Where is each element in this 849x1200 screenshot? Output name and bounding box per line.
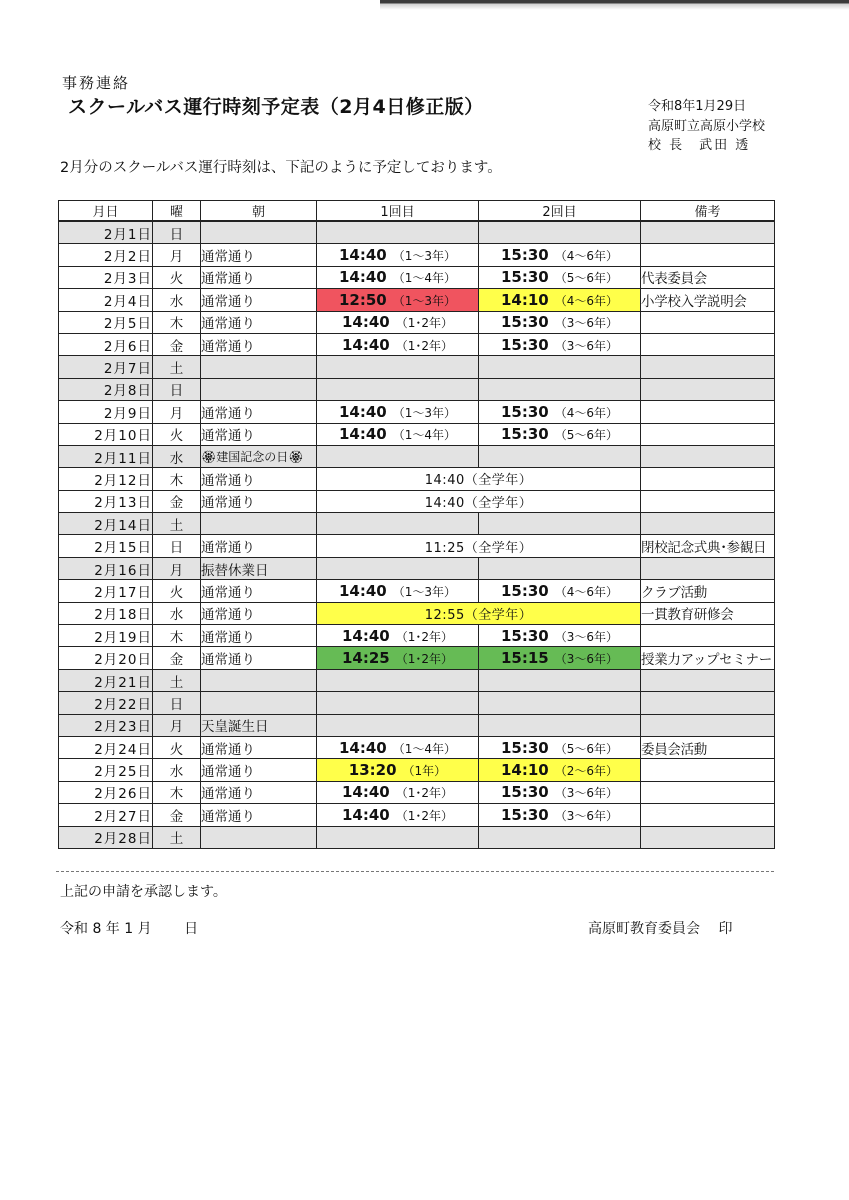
date-cell: 2月24日 [59, 736, 153, 758]
separator-line [56, 871, 774, 872]
round1-cell [317, 736, 479, 758]
morning-cell [201, 692, 317, 714]
round2-time: 14:10 [500, 761, 549, 780]
round1-grades: （1～3年） [392, 405, 457, 420]
table-header-row [59, 201, 775, 222]
principal-name: 校 長 武田 透 [648, 138, 751, 153]
round1-cell [317, 401, 479, 423]
weekday-cell: 木 [153, 625, 201, 647]
morning-cell [201, 513, 317, 535]
morning-cell [201, 221, 317, 244]
weekday-cell: 木 [153, 468, 201, 490]
round2-grades: （2～6年） [554, 764, 619, 779]
issue-date: 令和8年1月29日 [648, 99, 747, 114]
table-row [59, 535, 775, 557]
round2-cell [479, 244, 641, 266]
round2-cell [479, 759, 641, 781]
date-cell: 2月2日 [59, 244, 153, 266]
note-cell [641, 221, 775, 244]
round2-grades: （3～6年） [554, 338, 619, 353]
table-row [59, 781, 775, 803]
table-row [59, 221, 775, 244]
round2-grades: （3～6年） [554, 786, 619, 801]
scan-edge [380, 0, 849, 10]
round2-cell [479, 445, 641, 467]
round2-grades: （4～6年） [554, 584, 619, 599]
table-row [59, 602, 775, 624]
weekday-cell: 日 [153, 692, 201, 714]
round2-cell [479, 736, 641, 758]
all-grades-cell [317, 468, 641, 490]
approval-date: 令和 8 年 1 月 日 [60, 921, 199, 937]
round1-grades: （1～4年） [392, 741, 457, 756]
weekday-cell: 木 [153, 781, 201, 803]
morning-cell [201, 356, 317, 378]
morning-cell: 振替休業日 [201, 557, 317, 579]
round1-grades: （1～3年） [392, 249, 457, 264]
round2-cell [479, 266, 641, 288]
table-row [59, 289, 775, 311]
round1-cell [317, 378, 479, 400]
table-row [59, 580, 775, 602]
morning-cell: 通常通り [201, 647, 317, 669]
weekday-cell: 水 [153, 759, 201, 781]
weekday-cell: 月 [153, 401, 201, 423]
round2-time: 15:30 [500, 268, 549, 287]
date-cell: 2月9日 [59, 401, 153, 423]
note-cell [641, 625, 775, 647]
table-row [59, 490, 775, 512]
table-row [59, 423, 775, 445]
table-row [59, 669, 775, 691]
weekday-cell: 金 [153, 333, 201, 355]
date-cell: 2月25日 [59, 759, 153, 781]
all-grades-time: 11:25（全学年） [424, 540, 533, 556]
round2-cell [479, 804, 641, 826]
header-morning: 朝 [201, 201, 317, 222]
round2-cell [479, 333, 641, 355]
weekday-cell: 日 [153, 378, 201, 400]
round1-grades: （1･2年） [395, 808, 454, 823]
note-cell [641, 333, 775, 355]
round2-grades: （4～6年） [554, 249, 619, 264]
date-cell: 2月23日 [59, 714, 153, 736]
document-subject: 事務連絡 [62, 74, 131, 92]
round1-cell [317, 580, 479, 602]
note-cell [641, 513, 775, 535]
note-cell: 小学校入学説明会 [641, 289, 775, 311]
table-row [59, 311, 775, 333]
round2-cell [479, 692, 641, 714]
round2-grades: （4～6年） [554, 293, 619, 308]
morning-cell: 通常通り [201, 625, 317, 647]
round1-time: 14:40 [341, 313, 390, 332]
date-cell: 2月22日 [59, 692, 153, 714]
round2-cell [479, 311, 641, 333]
date-cell: 2月11日 [59, 445, 153, 467]
round1-time: 14:40 [338, 402, 387, 421]
all-grades-cell [317, 535, 641, 557]
date-cell: 2月7日 [59, 356, 153, 378]
approval-text: 上記の申請を承認します。 [60, 884, 227, 900]
morning-cell: 通常通り [201, 333, 317, 355]
morning-cell: 🏵建国記念の日🏵 [201, 445, 317, 467]
round1-time: 14:40 [338, 425, 387, 444]
weekday-cell: 月 [153, 557, 201, 579]
date-cell: 2月10日 [59, 423, 153, 445]
round1-time: 14:25 [341, 649, 390, 668]
weekday-cell: 火 [153, 423, 201, 445]
weekday-cell: 水 [153, 602, 201, 624]
note-cell [641, 826, 775, 848]
round1-time: 14:40 [341, 335, 390, 354]
note-cell [641, 781, 775, 803]
weekday-cell: 水 [153, 445, 201, 467]
weekday-cell: 木 [153, 311, 201, 333]
table-row [59, 445, 775, 467]
table-row [59, 401, 775, 423]
table-row [59, 692, 775, 714]
round1-time: 12:50 [338, 290, 387, 309]
morning-cell: 通常通り [201, 736, 317, 758]
round1-time: 14:40 [338, 268, 387, 287]
date-cell: 2月4日 [59, 289, 153, 311]
round1-cell [317, 356, 479, 378]
date-cell: 2月26日 [59, 781, 153, 803]
round1-grades: （1･2年） [395, 316, 454, 331]
all-grades-time: 12:55（全学年） [424, 607, 533, 623]
date-cell: 2月27日 [59, 804, 153, 826]
morning-cell: 通常通り [201, 759, 317, 781]
date-cell: 2月3日 [59, 266, 153, 288]
round2-grades: （4～6年） [554, 405, 619, 420]
round1-grades: （1･2年） [395, 652, 454, 667]
weekday-cell: 土 [153, 669, 201, 691]
round1-cell [317, 781, 479, 803]
note-cell [641, 557, 775, 579]
round1-cell [317, 625, 479, 647]
round2-cell [479, 647, 641, 669]
note-cell [641, 804, 775, 826]
weekday-cell: 金 [153, 804, 201, 826]
all-grades-time: 14:40（全学年） [424, 473, 533, 489]
note-cell: クラブ活動 [641, 580, 775, 602]
morning-cell: 通常通り [201, 804, 317, 826]
morning-cell: 通常通り [201, 781, 317, 803]
round1-time: 14:40 [338, 246, 387, 265]
round1-grades: （1～3年） [392, 584, 457, 599]
round2-cell [479, 378, 641, 400]
school-name: 高原町立高原小学校 [648, 119, 766, 134]
weekday-cell: 火 [153, 580, 201, 602]
table-row [59, 513, 775, 535]
round1-time: 14:40 [338, 738, 387, 757]
round2-cell [479, 669, 641, 691]
round1-cell [317, 266, 479, 288]
all-grades-cell [317, 602, 641, 624]
round1-cell [317, 244, 479, 266]
date-cell: 2月17日 [59, 580, 153, 602]
table-row [59, 826, 775, 848]
header-notes: 備考 [641, 201, 775, 222]
morning-cell: 通常通り [201, 401, 317, 423]
round2-cell [479, 423, 641, 445]
note-cell: 一貫教育研修会 [641, 602, 775, 624]
morning-cell: 通常通り [201, 580, 317, 602]
round1-grades: （1･2年） [395, 786, 454, 801]
table-row [59, 736, 775, 758]
date-cell: 2月8日 [59, 378, 153, 400]
round1-cell [317, 311, 479, 333]
round1-cell [317, 669, 479, 691]
weekday-cell: 水 [153, 289, 201, 311]
round1-time: 14:40 [338, 581, 387, 600]
round2-time: 15:30 [500, 626, 549, 645]
round2-time: 15:30 [500, 581, 549, 600]
weekday-cell: 金 [153, 490, 201, 512]
date-cell: 2月16日 [59, 557, 153, 579]
header-dow: 曜 [153, 201, 201, 222]
round2-grades: （5～6年） [554, 428, 619, 443]
note-cell [641, 311, 775, 333]
morning-cell: 通常通り [201, 266, 317, 288]
round2-time: 15:30 [500, 246, 549, 265]
note-cell [641, 692, 775, 714]
round1-cell [317, 647, 479, 669]
round2-cell [479, 513, 641, 535]
header-date: 月日 [59, 201, 153, 222]
weekday-cell: 日 [153, 535, 201, 557]
date-cell: 2月21日 [59, 669, 153, 691]
note-cell [641, 669, 775, 691]
round1-cell [317, 714, 479, 736]
note-cell [641, 378, 775, 400]
morning-cell: 通常通り [201, 423, 317, 445]
round1-time: 13:20 [348, 761, 397, 780]
date-cell: 2月1日 [59, 221, 153, 244]
table-row [59, 378, 775, 400]
table-row [59, 244, 775, 266]
round2-cell [479, 625, 641, 647]
round2-grades: （3～6年） [554, 652, 619, 667]
round1-cell [317, 804, 479, 826]
round1-grades: （1年） [402, 764, 447, 779]
table-row [59, 759, 775, 781]
round1-cell [317, 221, 479, 244]
round2-cell [479, 714, 641, 736]
round1-cell [317, 289, 479, 311]
weekday-cell: 土 [153, 356, 201, 378]
round2-time: 15:30 [500, 425, 549, 444]
round1-time: 14:40 [341, 805, 390, 824]
note-cell [641, 490, 775, 512]
round2-cell [479, 781, 641, 803]
round1-cell [317, 826, 479, 848]
table-row [59, 356, 775, 378]
weekday-cell: 火 [153, 266, 201, 288]
date-cell: 2月5日 [59, 311, 153, 333]
note-cell: 授業力アップセミナー [641, 647, 775, 669]
round2-time: 14:10 [500, 290, 549, 309]
date-cell: 2月14日 [59, 513, 153, 535]
round2-time: 15:30 [500, 783, 549, 802]
table-row [59, 266, 775, 288]
round2-grades: （3～6年） [554, 316, 619, 331]
round2-time: 15:30 [500, 335, 549, 354]
round2-cell [479, 356, 641, 378]
round1-time: 14:40 [341, 626, 390, 645]
notice-text: 2月分のスクールバス運行時刻は、下記のように予定しております。 [60, 160, 502, 176]
round2-cell [479, 826, 641, 848]
round1-time: 14:40 [341, 783, 390, 802]
note-cell [641, 244, 775, 266]
morning-cell: 通常通り [201, 490, 317, 512]
note-cell [641, 401, 775, 423]
round1-cell [317, 513, 479, 535]
weekday-cell: 金 [153, 647, 201, 669]
table-row [59, 468, 775, 490]
round2-grades: （5～6年） [554, 741, 619, 756]
round2-time: 15:30 [500, 805, 549, 824]
note-cell: 委員会活動 [641, 736, 775, 758]
note-cell [641, 468, 775, 490]
morning-cell [201, 826, 317, 848]
weekday-cell: 月 [153, 714, 201, 736]
note-cell: 代表委員会 [641, 266, 775, 288]
morning-cell [201, 378, 317, 400]
round1-grades: （1～4年） [392, 428, 457, 443]
round1-cell [317, 557, 479, 579]
round1-grades: （1･2年） [395, 338, 454, 353]
note-cell [641, 714, 775, 736]
weekday-cell: 日 [153, 221, 201, 244]
date-cell: 2月19日 [59, 625, 153, 647]
round2-cell [479, 580, 641, 602]
morning-cell: 通常通り [201, 602, 317, 624]
table-row [59, 333, 775, 355]
table-row [59, 647, 775, 669]
date-cell: 2月15日 [59, 535, 153, 557]
round1-grades: （1･2年） [395, 629, 454, 644]
round2-grades: （3～6年） [554, 629, 619, 644]
round1-grades: （1～4年） [392, 271, 457, 286]
morning-cell [201, 669, 317, 691]
header-round2: 2回目 [479, 201, 641, 222]
date-cell: 2月6日 [59, 333, 153, 355]
date-cell: 2月18日 [59, 602, 153, 624]
round1-cell [317, 759, 479, 781]
round2-time: 15:30 [500, 313, 549, 332]
weekday-cell: 土 [153, 826, 201, 848]
note-cell [641, 445, 775, 467]
round1-cell [317, 692, 479, 714]
all-grades-time: 14:40（全学年） [424, 495, 533, 511]
table-row [59, 625, 775, 647]
morning-cell: 通常通り [201, 468, 317, 490]
date-cell: 2月20日 [59, 647, 153, 669]
round2-time: 15:30 [500, 738, 549, 757]
date-cell: 2月12日 [59, 468, 153, 490]
table-row [59, 804, 775, 826]
round1-cell [317, 445, 479, 467]
weekday-cell: 月 [153, 244, 201, 266]
round2-grades: （5～6年） [554, 271, 619, 286]
round1-cell [317, 333, 479, 355]
round2-time: 15:15 [500, 649, 549, 668]
bus-schedule-table [58, 200, 775, 849]
round2-time: 15:30 [500, 402, 549, 421]
document-title: スクールバス運行時刻予定表（2月4日修正版） [68, 96, 484, 118]
note-cell [641, 356, 775, 378]
table-row [59, 714, 775, 736]
note-cell [641, 759, 775, 781]
round2-cell [479, 401, 641, 423]
round1-cell [317, 423, 479, 445]
weekday-cell: 火 [153, 736, 201, 758]
weekday-cell: 土 [153, 513, 201, 535]
morning-cell: 通常通り [201, 311, 317, 333]
header-round1: 1回目 [317, 201, 479, 222]
round2-grades: （3～6年） [554, 808, 619, 823]
table-row [59, 557, 775, 579]
round2-cell [479, 557, 641, 579]
date-cell: 2月13日 [59, 490, 153, 512]
morning-cell: 天皇誕生日 [201, 714, 317, 736]
note-cell [641, 423, 775, 445]
morning-cell: 通常通り [201, 244, 317, 266]
round2-cell [479, 289, 641, 311]
morning-cell: 通常通り [201, 535, 317, 557]
board-of-education-seal: 高原町教育委員会 印 [588, 921, 733, 937]
round1-grades: （1～3年） [392, 293, 457, 308]
date-cell: 2月28日 [59, 826, 153, 848]
note-cell: 閉校記念式典･参観日 [641, 535, 775, 557]
morning-cell: 通常通り [201, 289, 317, 311]
round2-cell [479, 221, 641, 244]
all-grades-cell [317, 490, 641, 512]
